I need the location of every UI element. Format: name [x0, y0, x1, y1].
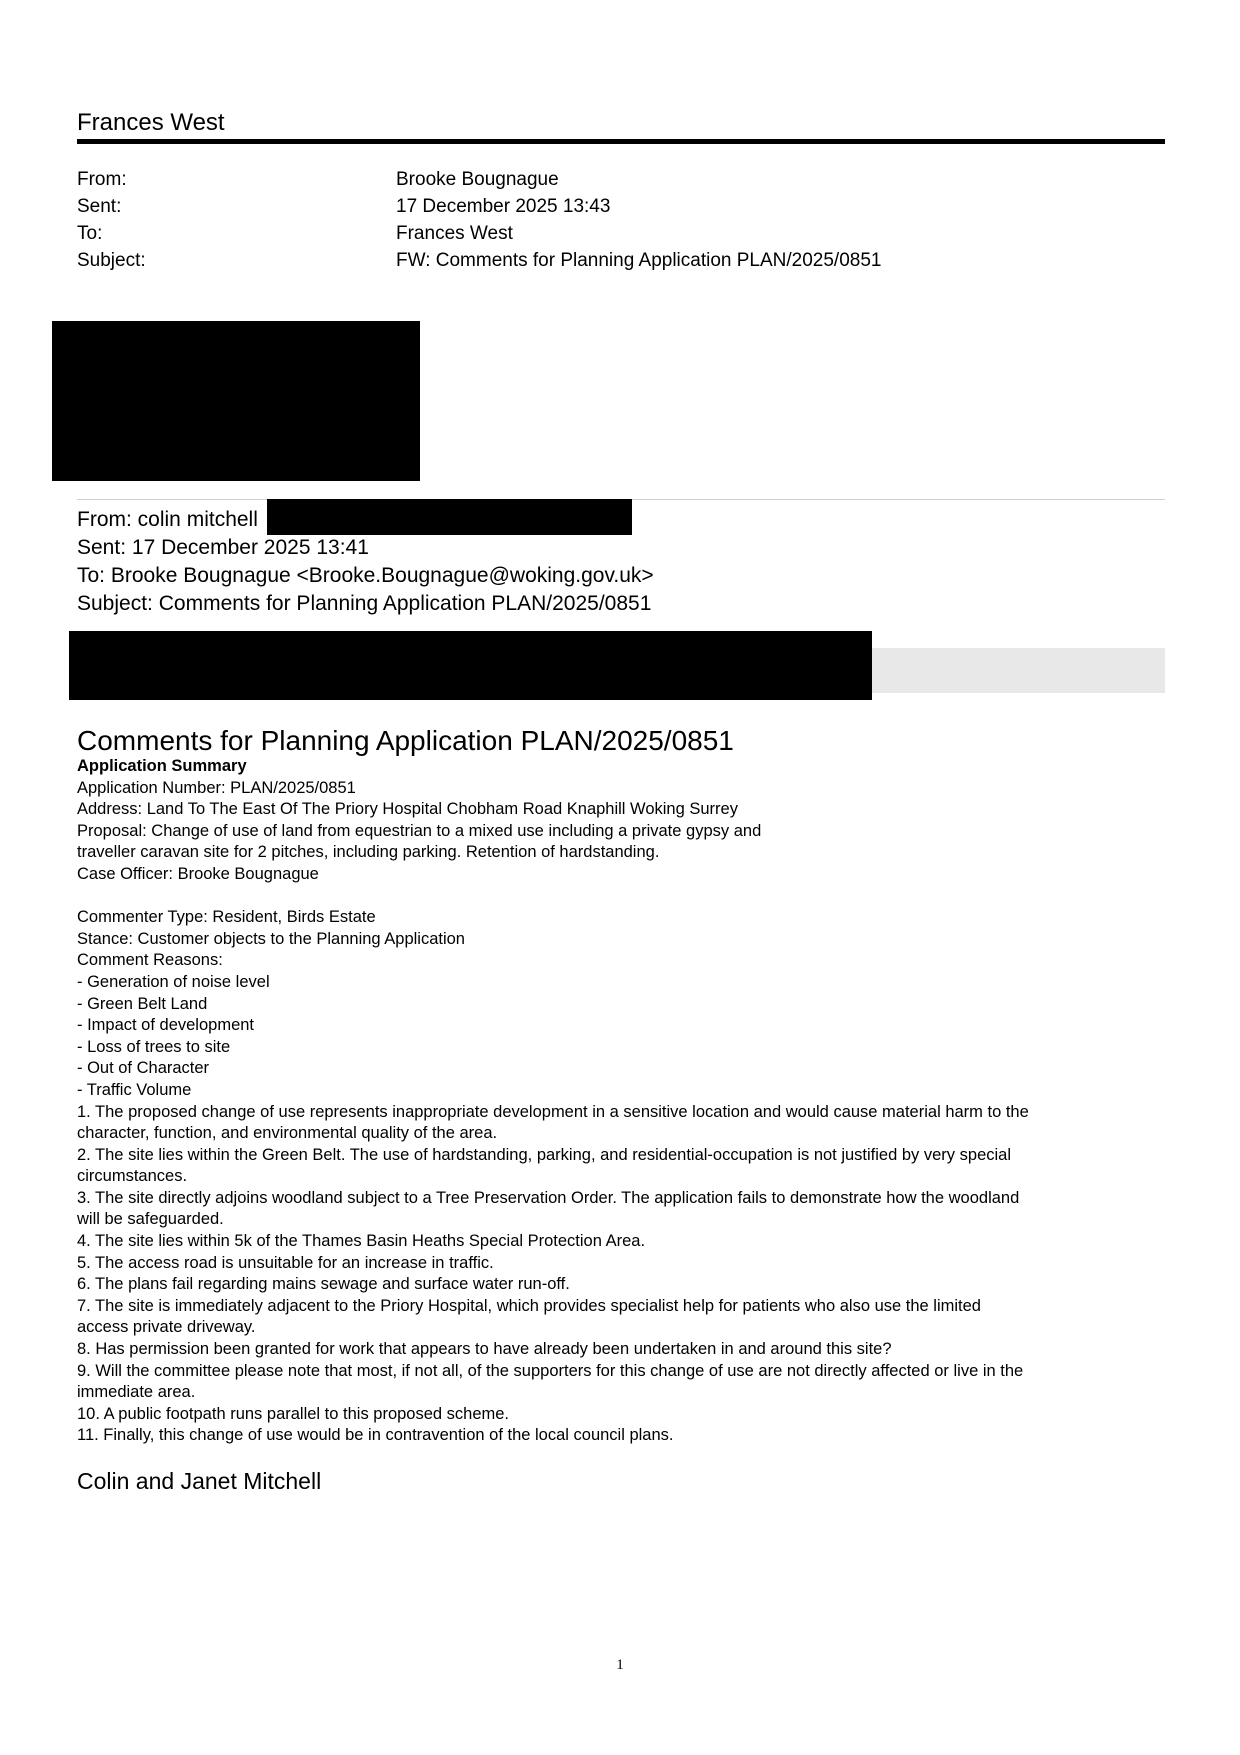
subject-value: FW: Comments for Planning Application PLAN/2025/0851: [396, 250, 882, 271]
forwarded-sent-line: [77, 534, 369, 562]
comment-line: 5. The access road is unsuitable for an increase in traffic.: [77, 1253, 494, 1272]
from-label: From:: [77, 169, 127, 190]
proposal-line: Proposal: Change of use of land from equestrian to a mixed use including a private gypsy and: [77, 821, 762, 840]
comment-line: 9. Will the committee please note that most, if not all, of the supporters for this change of use are not directly affected or live in the: [77, 1361, 1024, 1380]
comment-body: [77, 756, 1165, 1447]
comment-line: circumstances.: [77, 1167, 188, 1186]
to-value: Frances West: [396, 223, 513, 244]
forwarded-subject-line: [77, 590, 651, 618]
forwarded-sent-label: Sent:: [77, 536, 127, 559]
comment-line: 6. The plans fail regarding mains sewage and surface water run-off.: [77, 1275, 570, 1294]
signature: Colin and Janet Mitchell: [77, 1468, 322, 1494]
comment-line: 7. The site is immediately adjacent to the Priory Hospital, which provides specialist help for patients who also use the limited: [77, 1296, 981, 1315]
to-label: To:: [77, 223, 103, 244]
redaction-banner: [69, 631, 872, 700]
comment-line: 1. The proposed change of use represents inappropriate development in a sensitive location and would cause material harm to the: [77, 1102, 1029, 1121]
summary-title: Application Summary: [77, 757, 247, 775]
forwarded-subject-value: Comments for Planning Application PLAN/2025/0851: [158, 592, 652, 615]
comment-line: immediate area.: [77, 1383, 196, 1402]
comment-reason: - Traffic Volume: [77, 1080, 192, 1099]
forwarded-from-line: [77, 506, 258, 534]
commenter-type: Commenter Type: Resident, Birds Estate: [77, 908, 376, 927]
forwarded-subject-label: Subject:: [77, 592, 153, 615]
forwarded-to-line: [77, 562, 654, 590]
stance: Stance: Customer objects to the Planning Application: [77, 929, 465, 948]
redaction-block: [52, 321, 420, 481]
comments-title: Comments for Planning Application PLAN/2025/0851: [77, 725, 734, 756]
comment-reason: - Generation of noise level: [77, 972, 270, 991]
application-number: Application Number: PLAN/2025/0851: [77, 778, 356, 797]
comment-line: 4. The site lies within 5k of the Thames Basin Heaths Special Protection Area.: [77, 1232, 646, 1251]
forwarded-from-value: colin mitchell: [137, 508, 258, 531]
comment-line: will be safeguarded.: [77, 1210, 224, 1229]
comment-reasons-label: Comment Reasons:: [77, 951, 223, 970]
sent-label: Sent:: [77, 196, 122, 217]
forwarded-to-value: Brooke Bougnague <Brooke.Bougnague@woking.gov.uk>: [110, 564, 654, 587]
subject-label: Subject:: [77, 250, 146, 271]
forwarded-from-label: From:: [77, 508, 132, 531]
comment-reason: - Loss of trees to site: [77, 1037, 231, 1056]
sent-value: 17 December 2025 13:43: [396, 196, 611, 217]
comment-line: 10. A public footpath runs parallel to this proposed scheme.: [77, 1404, 510, 1423]
forwarded-sent-value: 17 December 2025 13:41: [131, 536, 369, 559]
comment-line: 8. Has permission been granted for work that appears to have already been undertaken in and around this site?: [77, 1340, 892, 1359]
comment-reason: - Green Belt Land: [77, 994, 208, 1013]
comment-reason: - Impact of development: [77, 1016, 255, 1035]
from-value: Brooke Bougnague: [396, 169, 559, 190]
case-officer: Case Officer: Brooke Bougnague: [77, 864, 319, 883]
grey-banner: [865, 648, 1165, 693]
spacer: [77, 886, 1165, 908]
mailbox-owner-name: Frances West: [77, 109, 225, 136]
comment-line: access private driveway.: [77, 1318, 256, 1337]
comment-line: 11. Finally, this change of use would be in contravention of the local council plans.: [77, 1426, 674, 1445]
page-number: 1: [616, 1657, 624, 1673]
comment-line: 2. The site lies within the Green Belt. The use of hardstanding, parking, and residential-occupation is not justified by very special: [77, 1145, 1011, 1164]
comment-reason: - Out of Character: [77, 1059, 210, 1078]
address: Address: Land To The East Of The Priory Hospital Chobham Road Knaphill Woking Surrey: [77, 800, 738, 819]
comment-line: character, function, and environmental quality of the area.: [77, 1124, 498, 1143]
owner-divider: [77, 139, 1165, 144]
forwarded-to-label: To:: [77, 564, 106, 587]
proposal-line: traveller caravan site for 2 pitches, including parking. Retention of hardstanding.: [77, 843, 660, 862]
redaction-email: [267, 499, 632, 535]
comment-line: 3. The site directly adjoins woodland subject to a Tree Preservation Order. The application fails to demonstrate how the woodland: [77, 1188, 1020, 1207]
